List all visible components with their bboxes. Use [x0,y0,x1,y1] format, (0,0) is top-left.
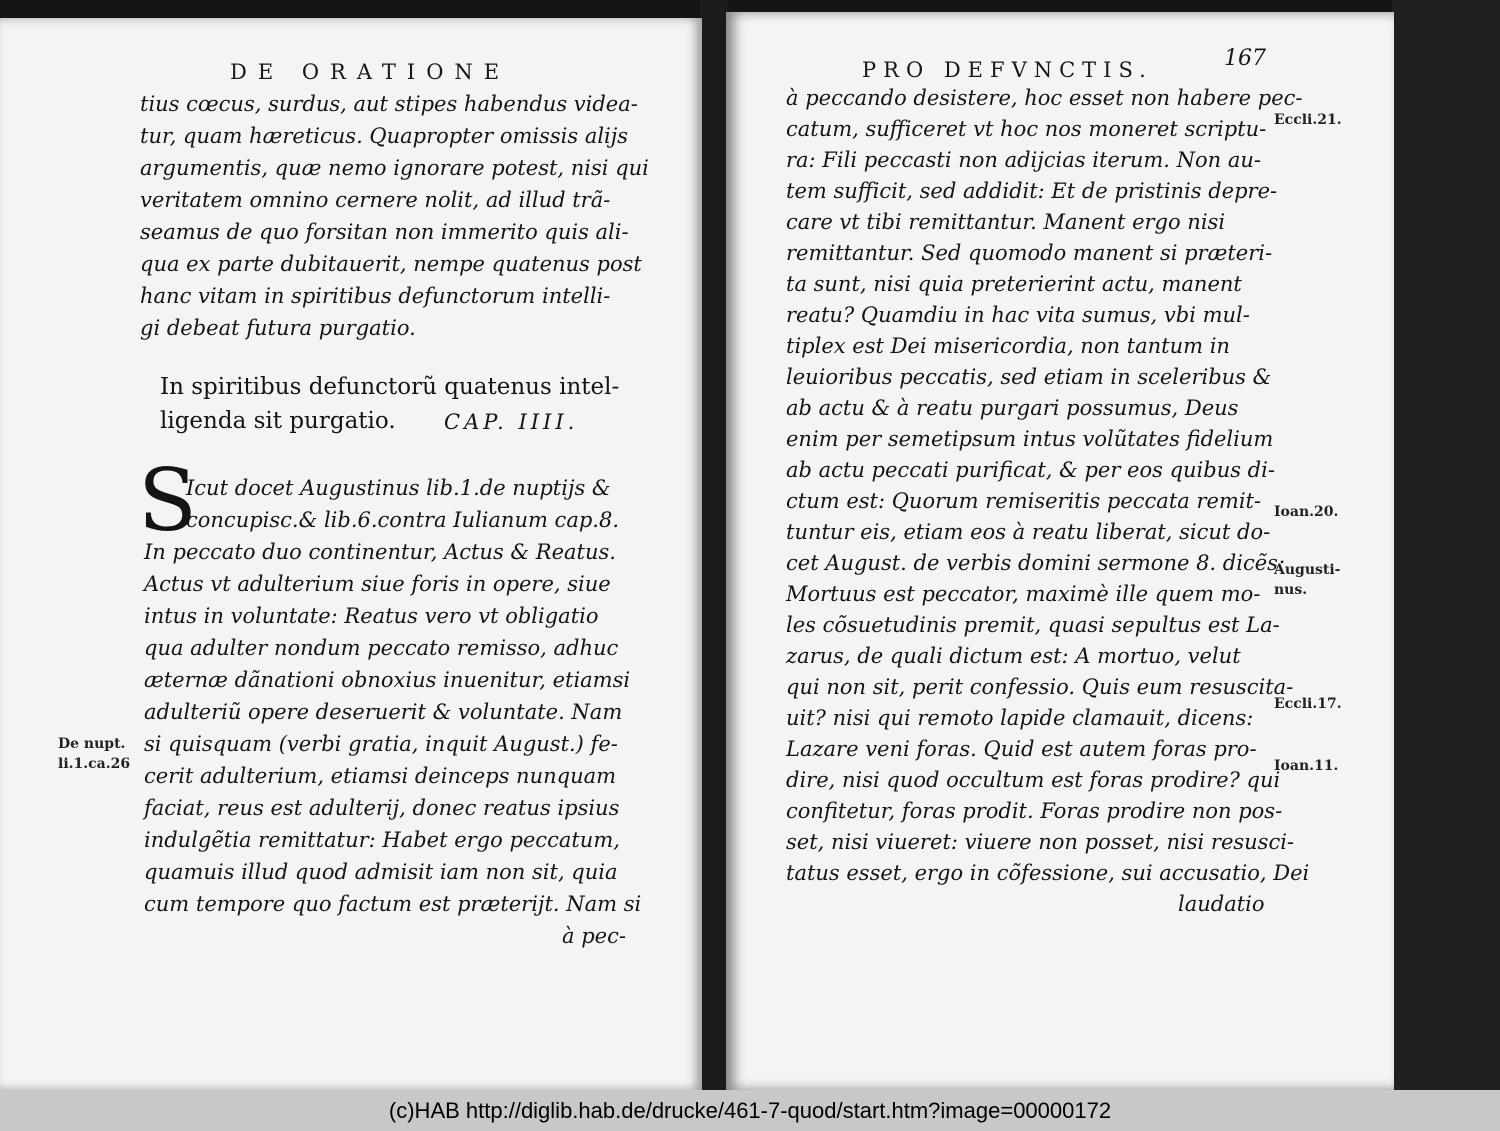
right-body-line: les cõsuetudinis premit, quasi sepultus est La- [786,613,1280,637]
right-body-line: ab actu & à reatu purgari possumus, Deus [786,396,1239,420]
left-body-line: gi debeat futura purgatio. [140,316,416,340]
margin-note: Augusti- [1274,562,1341,578]
copyright-footer: (c)HAB http://diglib.hab.de/drucke/461-7-quod/start.htm?image=00000172 [0,1090,1500,1131]
chapter-line: æternæ dãnationi obnoxius inuenitur, etiamsi [144,668,631,692]
right-page [726,12,1394,1090]
right-running-header: PRO DEFVNCTIS. [862,58,1153,82]
right-body-line: tuntur eis, etiam eos à reatu liberat, sicut do- [786,520,1271,544]
right-body-line: tiplex est Dei misericordia, non tantum in [786,334,1230,358]
chapter-line: cum tempore quo factum est præterijt. Nam si [144,892,642,916]
left-running-header: DE ORATIONE [230,60,511,84]
margin-note: Ioan.20. [1274,504,1339,520]
left-body-line: qua ex parte dubitauerit, nempe quatenus post [140,252,642,276]
left-page [0,18,702,1090]
right-body-line: catum, sufficeret vt hoc nos moneret scriptu- [786,117,1267,141]
chapter-line: adulteriũ opere deseruerit & voluntate. Nam [144,700,623,724]
right-body-line: ra: Fili peccasti non adijcias iterum. Non au- [786,148,1262,172]
chapter-catchword: à pec- [562,924,626,948]
right-body-line: confitetur, foras prodit. Foras prodire non pos- [786,799,1283,823]
right-body-line: uit? nisi qui remoto lapide clamauit, dicens: [786,706,1254,730]
chapter-title-line: ligenda sit purgatio. [160,408,396,434]
margin-note: Eccli.21. [1274,112,1342,128]
right-body-line: tatus esset, ergo in cõfessione, sui accusatio, Dei [786,861,1310,885]
chapter-line: qua adulter nondum peccato remisso, adhuc [144,636,619,660]
margin-note: nus. [1274,582,1308,598]
right-body-line: remittantur. Sed quomodo manent si præteri- [786,241,1273,265]
chapter-line: si quisquam (verbi gratia, inquit August.) fe- [144,732,618,756]
right-body-line: Mortuus est peccator, maximè ille quem mo- [786,582,1261,606]
right-body-line: qui non sit, perit confessio. Quis eum resuscita- [786,675,1294,699]
right-body-line: Lazare veni foras. Quid est autem foras pro- [786,737,1257,761]
right-body-line: à peccando desistere, hoc esset non habere pec- [786,86,1303,110]
book-edge [1392,0,1500,1090]
left-body-line: tur, quam hæreticus. Quapropter omissis alijs [140,124,629,148]
chapter-line: cerit adulterium, etiamsi deinceps nunquam [144,764,617,788]
margin-note: Ioan.11. [1274,758,1339,774]
right-body-line: tem sufficit, sed addidit: Et de pristinis depre- [786,179,1278,203]
right-body-line: ctum est: Quorum remiseritis peccata remit- [786,489,1262,513]
left-body-line: tius cœcus, surdus, aut stipes habendus videa- [140,92,638,116]
chapter-line: quamuis illud quod admisit iam non sit, quia [144,860,618,884]
chapter-line: Actus vt adulterium siue foris in opere, siue [144,572,611,596]
right-body-line: dire, nisi quod occultum est foras prodire? qui [786,768,1281,792]
chapter-line: indulgẽtia remittatur: Habet ergo peccatum, [144,828,620,852]
right-body-line: zarus, de quali dictum est: A mortuo, velut [786,644,1241,668]
drop-capital: S [138,451,197,551]
left-body-line: argumentis, quæ nemo ignorare potest, nisi qui [140,156,649,180]
chapter-title-line: In spiritibus defunctorũ quatenus intel- [160,374,620,400]
chapter-number: CAP. IIII. [444,410,579,434]
right-body-line: reatu? Quamdiu in hac vita sumus, vbi mul- [786,303,1250,327]
chapter-line: faciat, reus est adulterij, donec reatus ipsius [144,796,620,820]
chapter-line: In peccato duo continentur, Actus & Reatus. [144,540,616,564]
margin-note: De nupt. [58,736,126,752]
left-body-line: hanc vitam in spiritibus defunctorum intelli- [140,284,611,308]
right-body-line: ab actu peccati purificat, & per eos quibus di- [786,458,1275,482]
book-gutter [700,0,728,1090]
right-body-line: ta sunt, nisi quia preterierint actu, manent [786,272,1242,296]
right-body-line: set, nisi viueret: viuere non posset, nisi resusci- [786,830,1295,854]
right-catchword: laudatio [1178,892,1265,916]
right-body-line: enim per semetipsum intus volũtates fidelium [786,427,1274,451]
right-body-line: care vt tibi remittantur. Manent ergo nisi [786,210,1226,234]
chapter-line: concupisc.& lib.6.contra Iulianum cap.8. [186,508,619,532]
right-body-line: leuioribus peccatis, sed etiam in sceleribus & [786,365,1272,389]
page-number: 167 [1224,46,1266,71]
margin-note: li.1.ca.26 [58,756,131,772]
left-body-line: veritatem omnino cernere nolit, ad illud trã- [140,188,611,212]
right-body-line: cet August. de verbis domini sermone 8. dicẽs: [786,551,1285,575]
chapter-line: intus in voluntate: Reatus vero vt obligatio [144,604,599,628]
left-body-line: seamus de quo forsitan non immerito quis ali- [140,220,629,244]
chapter-line: Icut docet Augustinus lib.1.de nuptijs & [186,476,611,500]
margin-note: Eccli.17. [1274,696,1342,712]
